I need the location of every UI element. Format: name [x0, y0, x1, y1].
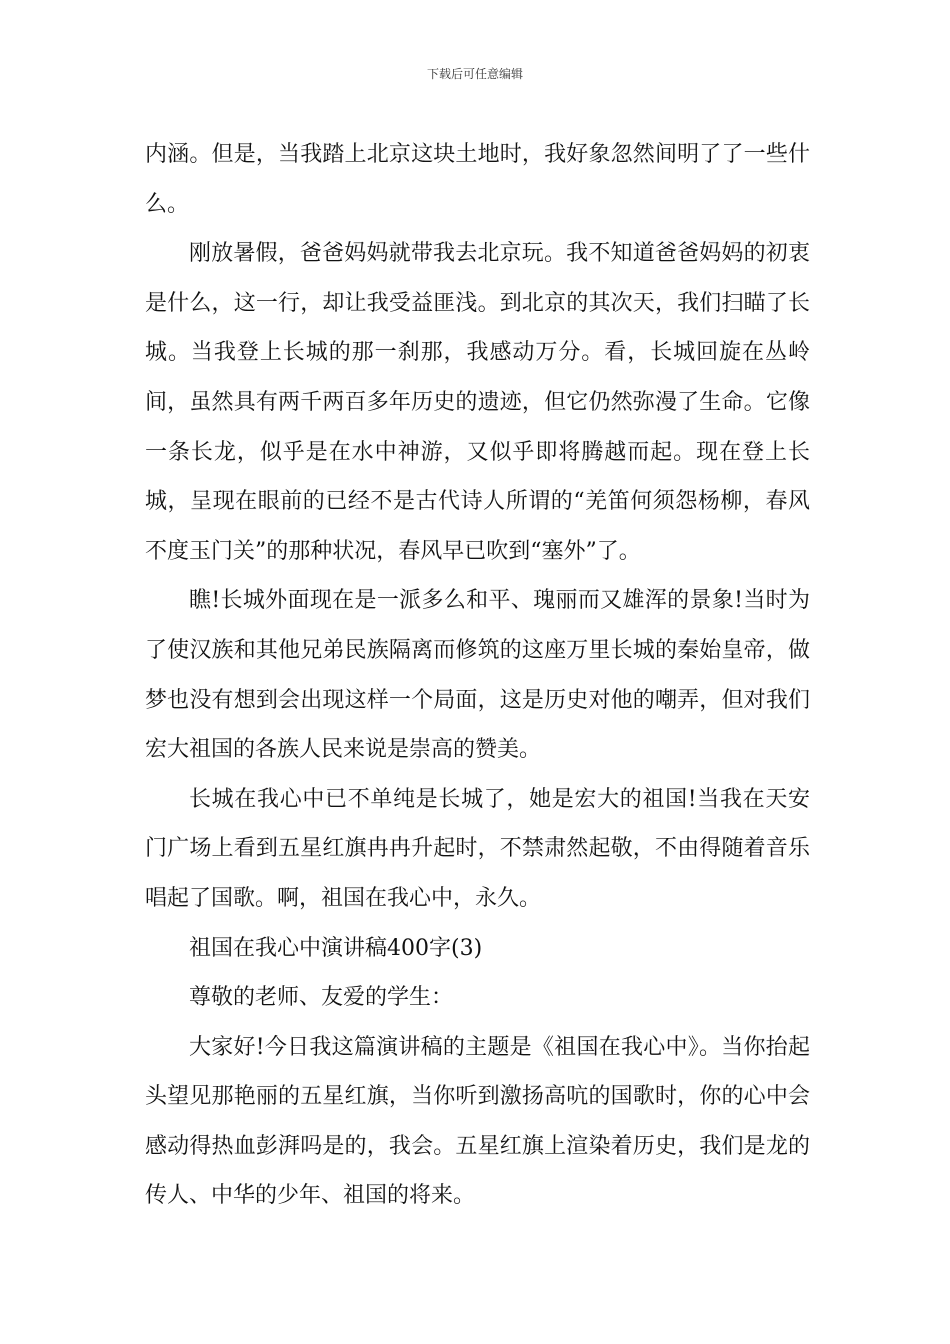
- paragraph-5: 大家好!今日我这篇演讲稿的主题是《祖国在我心中》。当你抬起头望见那艳丽的五星红旗，当你听到激扬高吭的国歌时，你的心中会感动得热血彭湃吗是的，我会。五星红旗上渲染着历史，我们是龙的传人、中华的少年、祖国的将来。: [145, 1034, 810, 1209]
- paragraph-3: 瞧!长城外面现在是一派多么和平、瑰丽而又雄浑的景象!当时为了使汉族和其他兄弟民族隔离而修筑的这座万里长城的秦始皇帝，做梦也没有想到会出现这样一个局面，这是历史对他的嘲弄，但对我们宏大祖国的各族人民来说是崇高的赞美。: [145, 588, 810, 763]
- page-header: 下载后可任意编辑: [426, 67, 523, 81]
- paragraph-4: 长城在我心中已不单纯是长城了，她是宏大的祖国!当我在天安门广场上看到五星红旗冉冉升起时，不禁肃然起敬，不由得随着音乐唱起了国歌。啊，祖国在我心中，永久。: [145, 786, 810, 911]
- paragraph-1: 内涵。但是，当我踏上北京这块土地时，我好象忽然间明了了一些什么。: [145, 142, 810, 217]
- document-body: [145, 130, 810, 1221]
- paragraph-2: 刚放暑假，爸爸妈妈就带我去北京玩。我不知道爸爸妈妈的初衷是什么，这一行，却让我受益匪浅。到北京的其次天，我们扫瞄了长城。当我登上长城的那一刹那，我感动万分。看，长城回旋在丛岭间，虽然具有两千两百多年历史的遗迹，但它仍然弥漫了生命。它像一条长龙，似乎是在水中神游，又似乎即将腾越而起。现在登上长城，呈现在眼前的已经不是古代诗人所谓的“羌笛何须怨杨柳，春风不度玉门关”的那种状况，春风早已吹到“塞外”了。: [145, 241, 810, 564]
- salutation: 尊敬的老师、友爱的学生：: [189, 985, 454, 1011]
- section-heading: 祖国在我心中演讲稿400字(3): [189, 935, 483, 961]
